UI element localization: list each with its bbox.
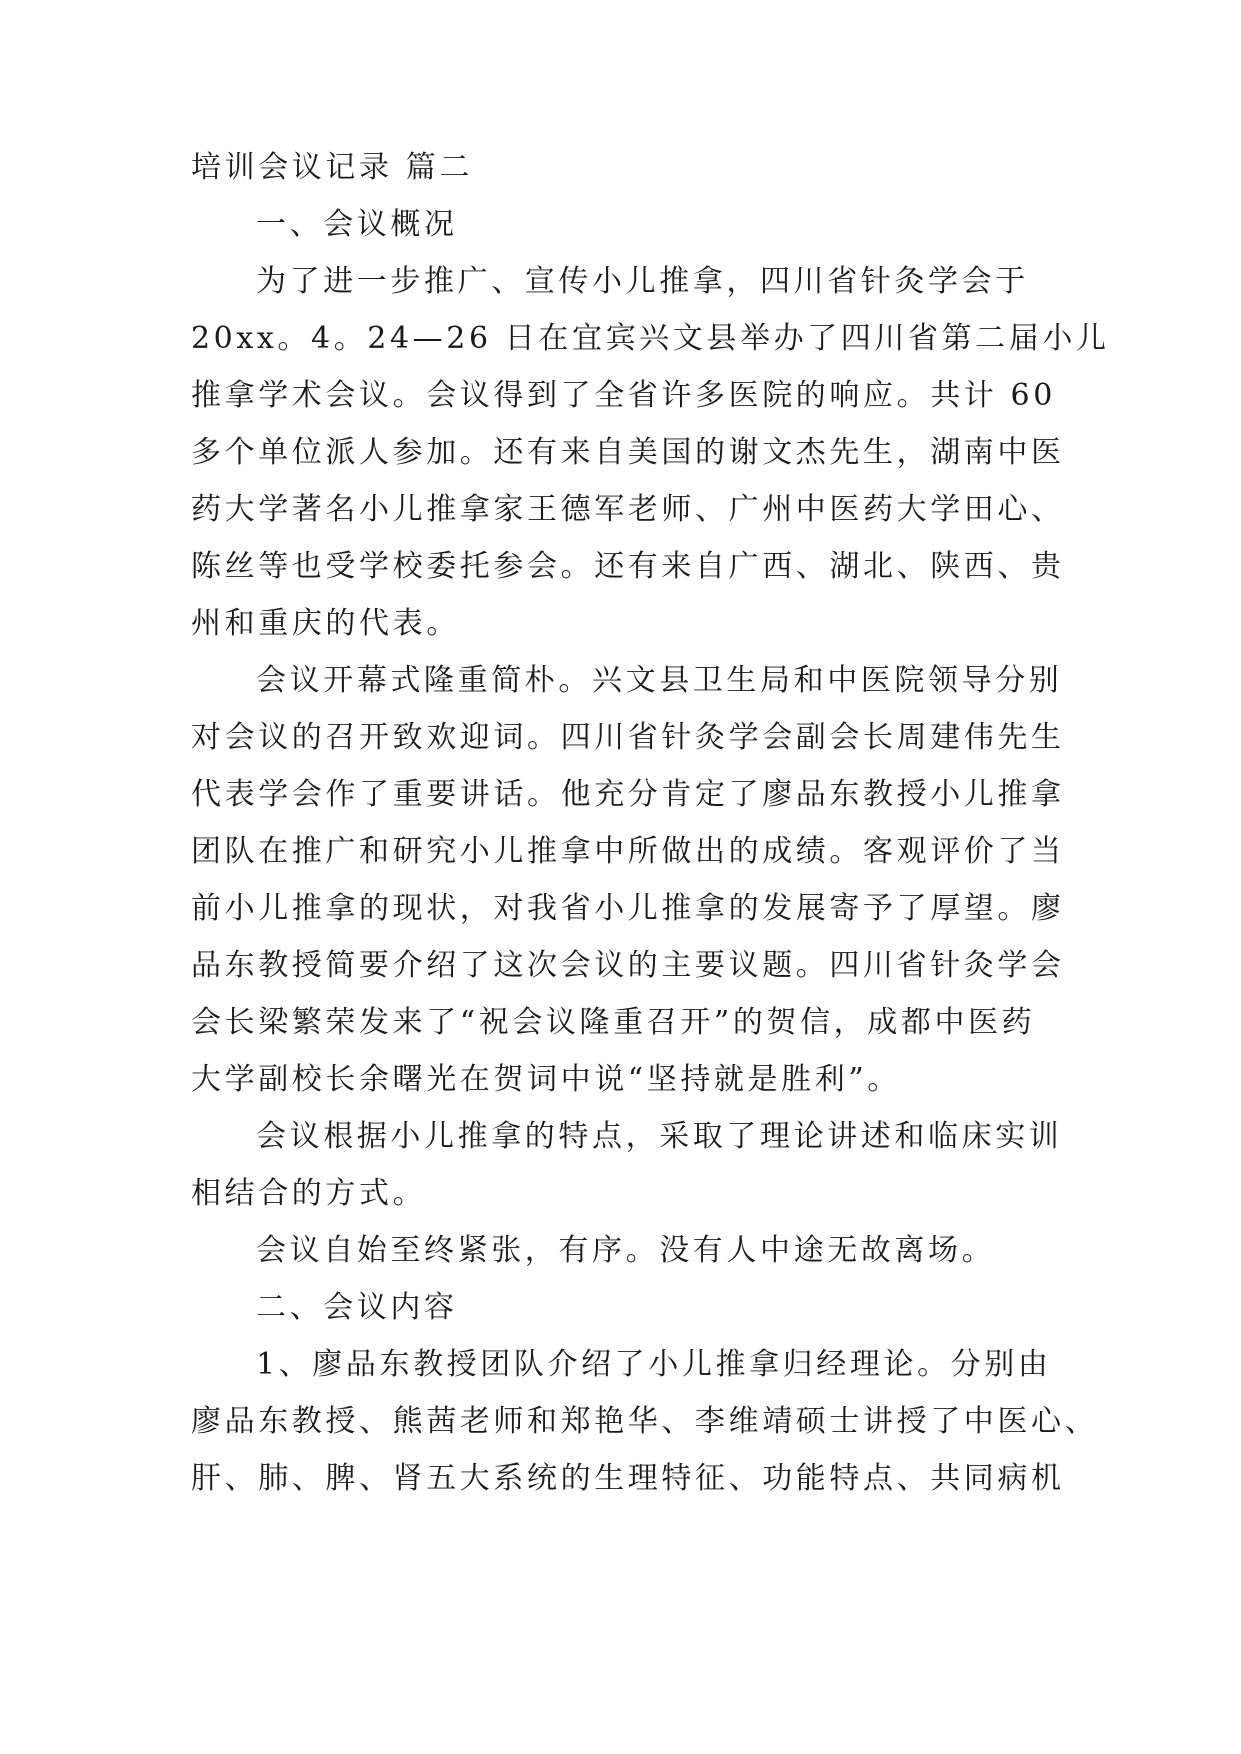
paragraph-line: 会议根据小儿推拿的特点，采取了理论讲述和临床实训 — [256, 1119, 1063, 1154]
paragraph-line: 前小儿推拿的现状，对我省小儿推拿的发展寄予了厚望。廖 — [191, 891, 1065, 926]
paragraph-line: 肝、肺、脾、肾五大系统的生理特征、功能特点、共同病机 — [191, 1461, 1065, 1496]
paragraph-line: 会议自始至终紧张，有序。没有人中途无故离场。 — [256, 1233, 996, 1268]
paragraph-line: 陈丝等也受学校委托参会。还有来自广西、湖北、陕西、贵 — [191, 549, 1065, 584]
paragraph-line: 州和重庆的代表。 — [191, 606, 460, 641]
paragraph-line: 药大学著名小儿推拿家王德军老师、广州中医药大学田心、 — [191, 492, 1065, 527]
paragraph-line: 对会议的召开致欢迎词。四川省针灸学会副会长周建伟先生 — [191, 720, 1065, 755]
paragraph-line: 廖品东教授、熊茜老师和郑艳华、李维靖硕士讲授了中医心、 — [191, 1404, 1099, 1439]
paragraph-line: 相结合的方式。 — [191, 1176, 427, 1211]
paragraph-line: 为了进一步推广、宣传小儿推拿，四川省针灸学会于 — [256, 264, 1029, 299]
paragraph-line: 多个单位派人参加。还有来自美国的谢文杰先生，湖南中医 — [191, 435, 1065, 470]
paragraph-line: 会长梁繁荣发来了“祝会议隆重召开”的贺信，成都中医药 — [191, 1005, 1036, 1040]
paragraph-line: 代表学会作了重要讲话。他充分肯定了廖品东教授小儿推拿 — [191, 777, 1065, 812]
paragraph-line: 推拿学术会议。会议得到了全省许多医院的响应。共计 60 — [191, 378, 1056, 413]
section-heading: 一、会议概况 — [256, 207, 458, 242]
paragraph-line: 品东教授简要介绍了这次会议的主要议题。四川省针灸学会 — [191, 948, 1065, 983]
paragraph-line: 20xx。4。24—26 日在宜宾兴文县举办了四川省第二届小儿 — [191, 321, 1110, 356]
section-heading: 二、会议内容 — [256, 1290, 458, 1325]
document-title: 培训会议记录 篇二 — [191, 150, 473, 185]
paragraph-line: 大学副校长余曙光在贺词中说“坚持就是胜利”。 — [191, 1062, 901, 1097]
paragraph-line: 会议开幕式隆重简朴。兴文县卫生局和中医院领导分别 — [256, 663, 1063, 698]
paragraph-line: 1、廖品东教授团队介绍了小儿推拿归经理论。分别由 — [256, 1347, 1052, 1382]
paragraph-line: 团队在推广和研究小儿推拿中所做出的成绩。客观评价了当 — [191, 834, 1065, 869]
